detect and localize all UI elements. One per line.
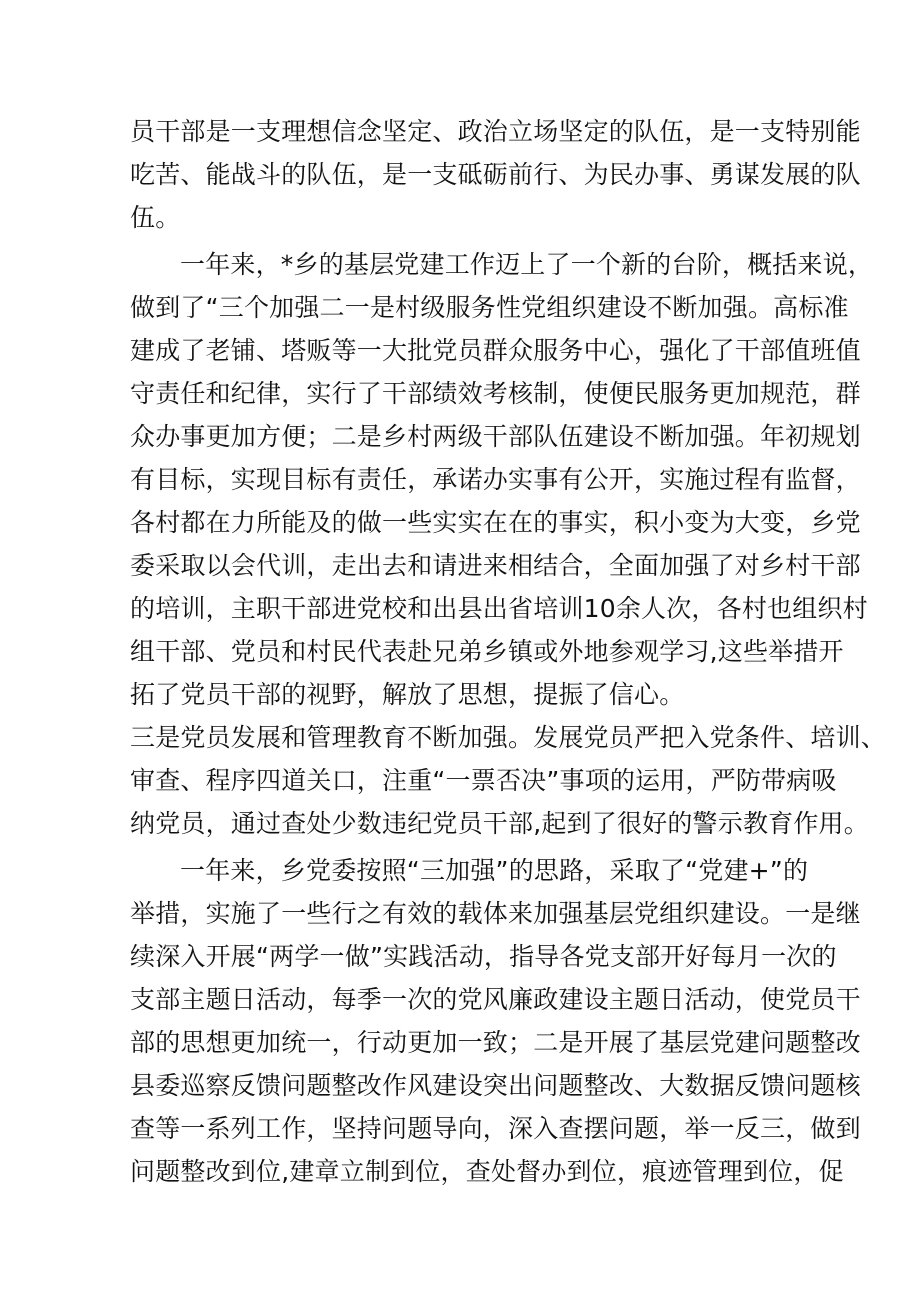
text-line: 部的思想更加统一，行动更加一致；二是开展了基层党建问题整改 [130,1028,861,1057]
text-line: 建成了老铺、塔贩等一大批党员群众服务中心，强化了干部值班值 [130,336,861,365]
text-line: 续深入开展“两学一做”实践活动，指导各党支部开好每月一次的 [130,942,837,971]
text-line: 问题整改到位,建章立制到位，查处督办到位，痕迹管理到位，促 [130,1157,844,1186]
text-line: 审查、程序四道关口，注重“一票否决”事项的运用，严防带病吸 [130,766,837,795]
text-line: 做到了“三个加强二一是村级服务性党组织建设不断加强。高标准 [130,293,849,322]
text-line: 支部主题日活动，每季一次的党风廉政建设主题日活动，使党员干 [130,985,861,1014]
text-line: 委采取以会代训，走出去和请进来相结合，全面加强了对乡村干部 [130,551,861,580]
text-line: 三是党员发展和管理教育不断加强。发展党员严把入党条件、培训、 [130,723,887,752]
text-line: 县委巡察反馈问题整改作风建设突出问题整改、大数据反馈问题核 [130,1071,861,1100]
text-line: 拓了党员干部的视野，解放了思想，提振了信心。 [130,680,685,709]
text-line: 一年来，*乡的基层党建工作迈上了一个新的台阶，概括来说， [180,250,874,279]
text-line: 的培训，主职干部进党校和出县出省培训10余人次，各村也组织村 [130,594,868,623]
text-line: 一年来，乡党委按照“三加强”的思路，采取了“党建+”的 [180,856,809,885]
text-line: 员干部是一支理想信念坚定、政治立场坚定的队伍，是一支特别能 [130,117,861,146]
text-line: 有目标，实现目标有责任，承诺办实事有公开，实施过程有监督， [130,465,861,494]
text-line: 纳党员，通过查处少数违纪党员干部,起到了很好的警示教育作用。 [130,809,869,838]
text-line: 查等一系列工作，坚持问题导向，深入查摆问题，举一反三，做到 [130,1114,861,1143]
text-line: 吃苦、能战斗的队伍，是一支砥砺前行、为民办事、勇谋发展的队 [130,160,861,189]
text-line: 举措，实施了一些行之有效的载体来加强基层党组织建设。一是继 [130,899,861,928]
text-line: 守责任和纪律，实行了干部绩效考核制，使便民服务更加规范，群 [130,379,861,408]
text-line: 伍。 [130,203,181,232]
text-line: 组干部、党员和村民代表赴兄弟乡镇或外地参观学习,这些举措开 [130,637,844,666]
text-line: 各村都在力所能及的做一些实实在在的事实，积小变为大变，乡党 [130,508,861,537]
text-line: 众办事更加方便；二是乡村两级干部队伍建设不断加强。年初规划 [130,422,861,451]
